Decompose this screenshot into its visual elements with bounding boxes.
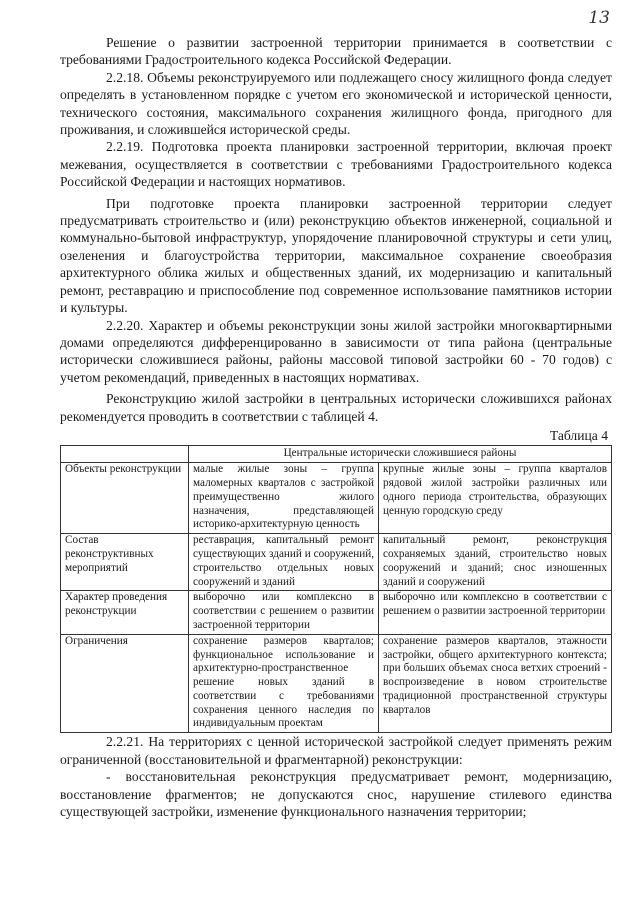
row-label: Характер проведения реконструкции — [61, 591, 189, 634]
cell-small-zones: сохранение размеров кварталов; функциональное использование и архитектурно-пространственное решение новых зданий в соответствии с требованиями сохранения ценного наследия по индивидуальным проектам — [189, 634, 379, 733]
document-body — [60, 34, 612, 820]
page-number: 13 — [588, 8, 610, 28]
table-row — [61, 463, 612, 534]
cell-large-zones: сохранение размеров кварталов, этажности застройки, общего архитектурного контекста; при больших объемах сноса ветхих строений - воспроизведение в новом строительстве традиционной пространственной структуры кварталов — [379, 634, 612, 733]
cell-large-zones: капитальный ремонт, реконструкция сохраняемых зданий, строительство новых сооружений и зданий; снос изношенных зданий и сооружений — [379, 534, 612, 591]
paragraph-2-2-19: 2.2.19. Подготовка проекта планировки застроенной территории, включая проект межевания, осуществляется в соответствии с требованиями Градостроительного кодекса Российской Федерации и настоящих нормативов. — [60, 139, 612, 190]
cell-large-zones: выборочно или комплексно в соответствии с решением о развитии застроенной территории — [379, 591, 612, 634]
paragraph-2-2-18: 2.2.18. Объемы реконструируемого или подлежащего сносу жилищного фонда следует определять в установленном порядке с учетом его экономической и исторической ценности, технического состояния, максимального сохранения жилищного фонда, пригодного для проживания, и сложившейся исторической среды. — [60, 69, 612, 138]
table-header-cell: Центральные исторически сложившиеся районы — [189, 446, 612, 463]
cell-small-zones: малые жилые зоны – группа маломерных кварталов с застройкой преимущественно жилого назначения, представляющей историко-архитектурную ценность — [189, 463, 379, 534]
paragraph-2-2-21: 2.2.21. На территориях с ценной исторической застройкой следует применять режим ограниченной (восстановительной и фрагментарной) реконструкции: — [60, 734, 612, 767]
table-header-row — [61, 446, 612, 463]
table-row — [61, 534, 612, 591]
table-4 — [60, 445, 612, 733]
paragraph-2-2-20: 2.2.20. Характер и объемы реконструкции зоны жилой застройки многоквартирными домами определяются дифференцированно в зависимости от типа района (центральные исторически сложившиеся районы, районы массовой типовой застройки 60 - 70 годов) с учетом рекомендаций, приведенных в настоящих нормативах. — [60, 317, 612, 385]
paragraph-planning-project: При подготовке проекта планировки застроенной территории следует предусматривать строительство и (или) реконструкцию объектов инженерной, социальной и коммунально-бытовой инфраструктур, упорядочение планировочной структуры и сети улиц, озеленения и благоустройства территории, максимальное сохранение своеобразия архитектурного облика жилых и общественных зданий, их модернизацию и капитальный ремонт, реставрацию и приспособление под современное использование памятников истории и культуры. — [60, 195, 612, 316]
cell-small-zones: выборочно или комплексно в соответствии с решением о развитии застроенной территории — [189, 591, 379, 634]
table-row — [61, 591, 612, 634]
cell-small-zones: реставрация, капитальный ремонт существующих зданий и сооружений, строительство отдельных новых сооружений и зданий — [189, 534, 379, 591]
paragraph-table-reference: Реконструкцию жилой застройки в центральных исторически сложившихся районах рекомендуется проводить в соответствии с таблицей 4. — [60, 391, 612, 424]
row-label: Ограничения — [61, 634, 189, 733]
table-row — [61, 634, 612, 733]
table-caption: Таблица 4 — [549, 427, 608, 443]
row-label: Состав реконструктивных мероприятий — [61, 534, 189, 591]
paragraph-decision: Решение о развитии застроенной территории принимается в соответствии с требованиями Градостроительного кодекса Российской Федерации. — [60, 35, 612, 68]
row-label: Объекты реконструкции — [61, 463, 189, 534]
cell-large-zones: крупные жилые зоны – группа кварталов рядовой жилой застройки различных или одного периода строительства, образующих ценную городскую среду — [379, 463, 612, 534]
table-corner-cell — [61, 446, 189, 463]
paragraph-restorative-reconstruction: - восстановительная реконструкция предусматривает ремонт, модернизацию, восстановление фрагментов; не допускаются снос, нарушение стилевого единства существующей застройки, изменение функционального назначения территории; — [60, 769, 612, 819]
